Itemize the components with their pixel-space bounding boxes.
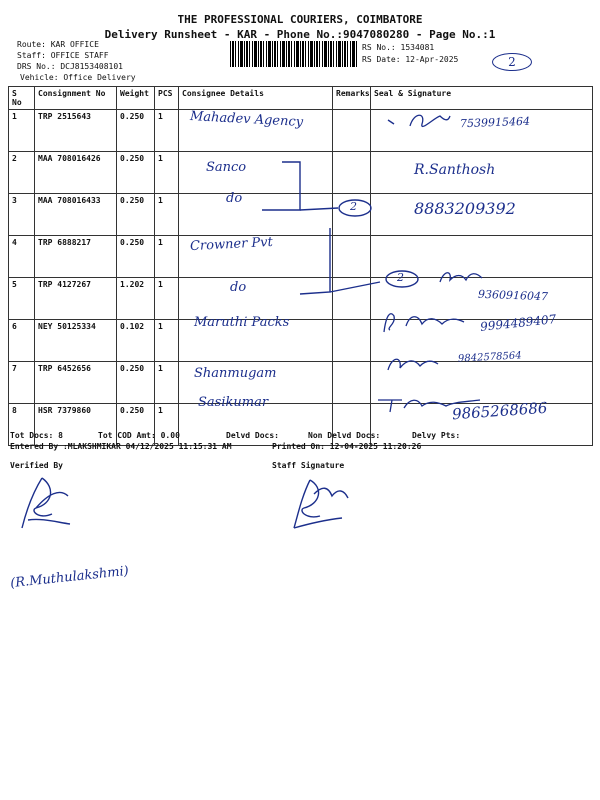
group-mark: 2 [350,200,357,213]
cell-consignment: TRP 2515643 [35,110,117,152]
cell-weight: 0.250 [117,236,155,278]
document-subtitle: Delivery Runsheet - KAR - Phone No.:9047080280 - Page No.:1 [104,28,496,41]
cell-pcs: 1 [155,194,179,236]
verifier-name: (R.Muthulakshmi) [9,563,130,592]
col-seal: Seal & Signature [371,87,593,110]
staff-signature [284,474,364,534]
cell-sno: 2 [9,152,35,194]
phone-number: 7539915464 [459,114,531,131]
document-title: THE PROFESSIONAL COURIERS, COIMBATORE [177,13,423,26]
receiver-signature: R.Santhosh [414,162,496,178]
cell-weight: 0.250 [117,152,155,194]
entered-by: Entered By :MLAKSHMIKAR 04/12/2025 11:15:31 AM [10,442,232,451]
cell-consignment: TRP 4127267 [35,278,117,320]
cell-pcs: 1 [155,278,179,320]
cell-pcs: 1 [155,152,179,194]
drs-number: DRS No.: DCJ8153408101 [17,62,123,71]
signature-mark [436,266,486,290]
cell-weight: 0.102 [117,320,155,362]
col-consignee: Consignee Details [179,87,333,110]
cell-pcs: 1 [155,404,179,446]
col-remarks: Remarks [333,87,371,110]
cell-sno: 1 [9,110,35,152]
cell-sno: 8 [9,404,35,446]
cell-consignment: TRP 6452656 [35,362,117,404]
cell-sno: 3 [9,194,35,236]
cell-pcs: 1 [155,320,179,362]
handwritten-consignee: Maruthi Packs [194,315,290,330]
phone-number: 8883209392 [414,199,516,218]
handwritten-consignee: do [230,280,247,295]
phone-number: 9360916047 [477,287,549,304]
rs-number: RS No.: 1534081 [362,43,435,52]
bracket-line [262,162,300,210]
handwritten-consignee: do [226,191,243,206]
cell-weight: 1.202 [117,278,155,320]
route-label: Route: KAR OFFICE [17,40,99,49]
phone-number: 9842578564 [457,350,522,365]
signature-mark [404,108,454,136]
phone-number: 9994489407 [479,312,557,334]
delivery-points: Delvy Pts: [412,431,461,440]
arrow-line [300,208,338,210]
signature-mark [382,350,442,378]
total-cod-amount: Tot COD Amt: 0.00 [98,431,180,440]
cell-sno: 6 [9,320,35,362]
cell-weight: 0.250 [117,404,155,446]
arrow-line [330,282,380,292]
signature-mark [378,306,468,340]
staff-signature-label: Staff Signature [272,461,345,470]
cell-consignment: MAA 708016426 [35,152,117,194]
cell-pcs: 1 [155,362,179,404]
phone-number: 9865268686 [451,398,548,424]
staff-label: Staff: OFFICE STAFF [17,51,109,60]
group-mark: 2 [397,271,404,284]
cell-sno: 5 [9,278,35,320]
cell-sno: 4 [9,236,35,278]
delivered-docs: Delvd Docs: [226,431,279,440]
col-consignment: Consignment No [35,87,117,110]
cell-sno: 7 [9,362,35,404]
cell-consignment: TRP 6888217 [35,236,117,278]
non-delivered-docs: Non Delvd Docs: [308,431,381,440]
page-mark: 2 [492,53,532,71]
cell-weight: 0.250 [117,194,155,236]
cell-consignment: HSR 7379860 [35,404,117,446]
cell-weight: 0.250 [117,362,155,404]
handwritten-consignee: Mahadev Agency [189,109,304,130]
col-sno: S No [9,87,35,110]
printed-on: Printed On: 12-04-2025 11:20:26 [272,442,422,451]
handwritten-consignee: Sasikumar [198,395,269,410]
cell-weight: 0.250 [117,110,155,152]
col-pcs: PCS [155,87,179,110]
cell-pcs: 1 [155,110,179,152]
handwritten-consignee: Sanco [206,160,247,175]
col-weight: Weight [117,87,155,110]
handwritten-consignee: Crowner Pvt [189,234,274,255]
cell-consignment: MAA 708016433 [35,194,117,236]
total-docs: Tot Docs: 8 [10,431,63,440]
rs-date: RS Date: 12-Apr-2025 [362,55,459,64]
verified-by-label: Verified By [10,461,63,470]
cell-pcs: 1 [155,236,179,278]
vehicle-label: Vehicle: Office Delivery [20,73,136,82]
verifier-signature [12,474,82,534]
handwritten-consignee: Shanmugam [194,366,277,381]
bracket-line [300,228,330,294]
tick-mark [388,120,394,124]
cell-consignment: NEY 50125334 [35,320,117,362]
